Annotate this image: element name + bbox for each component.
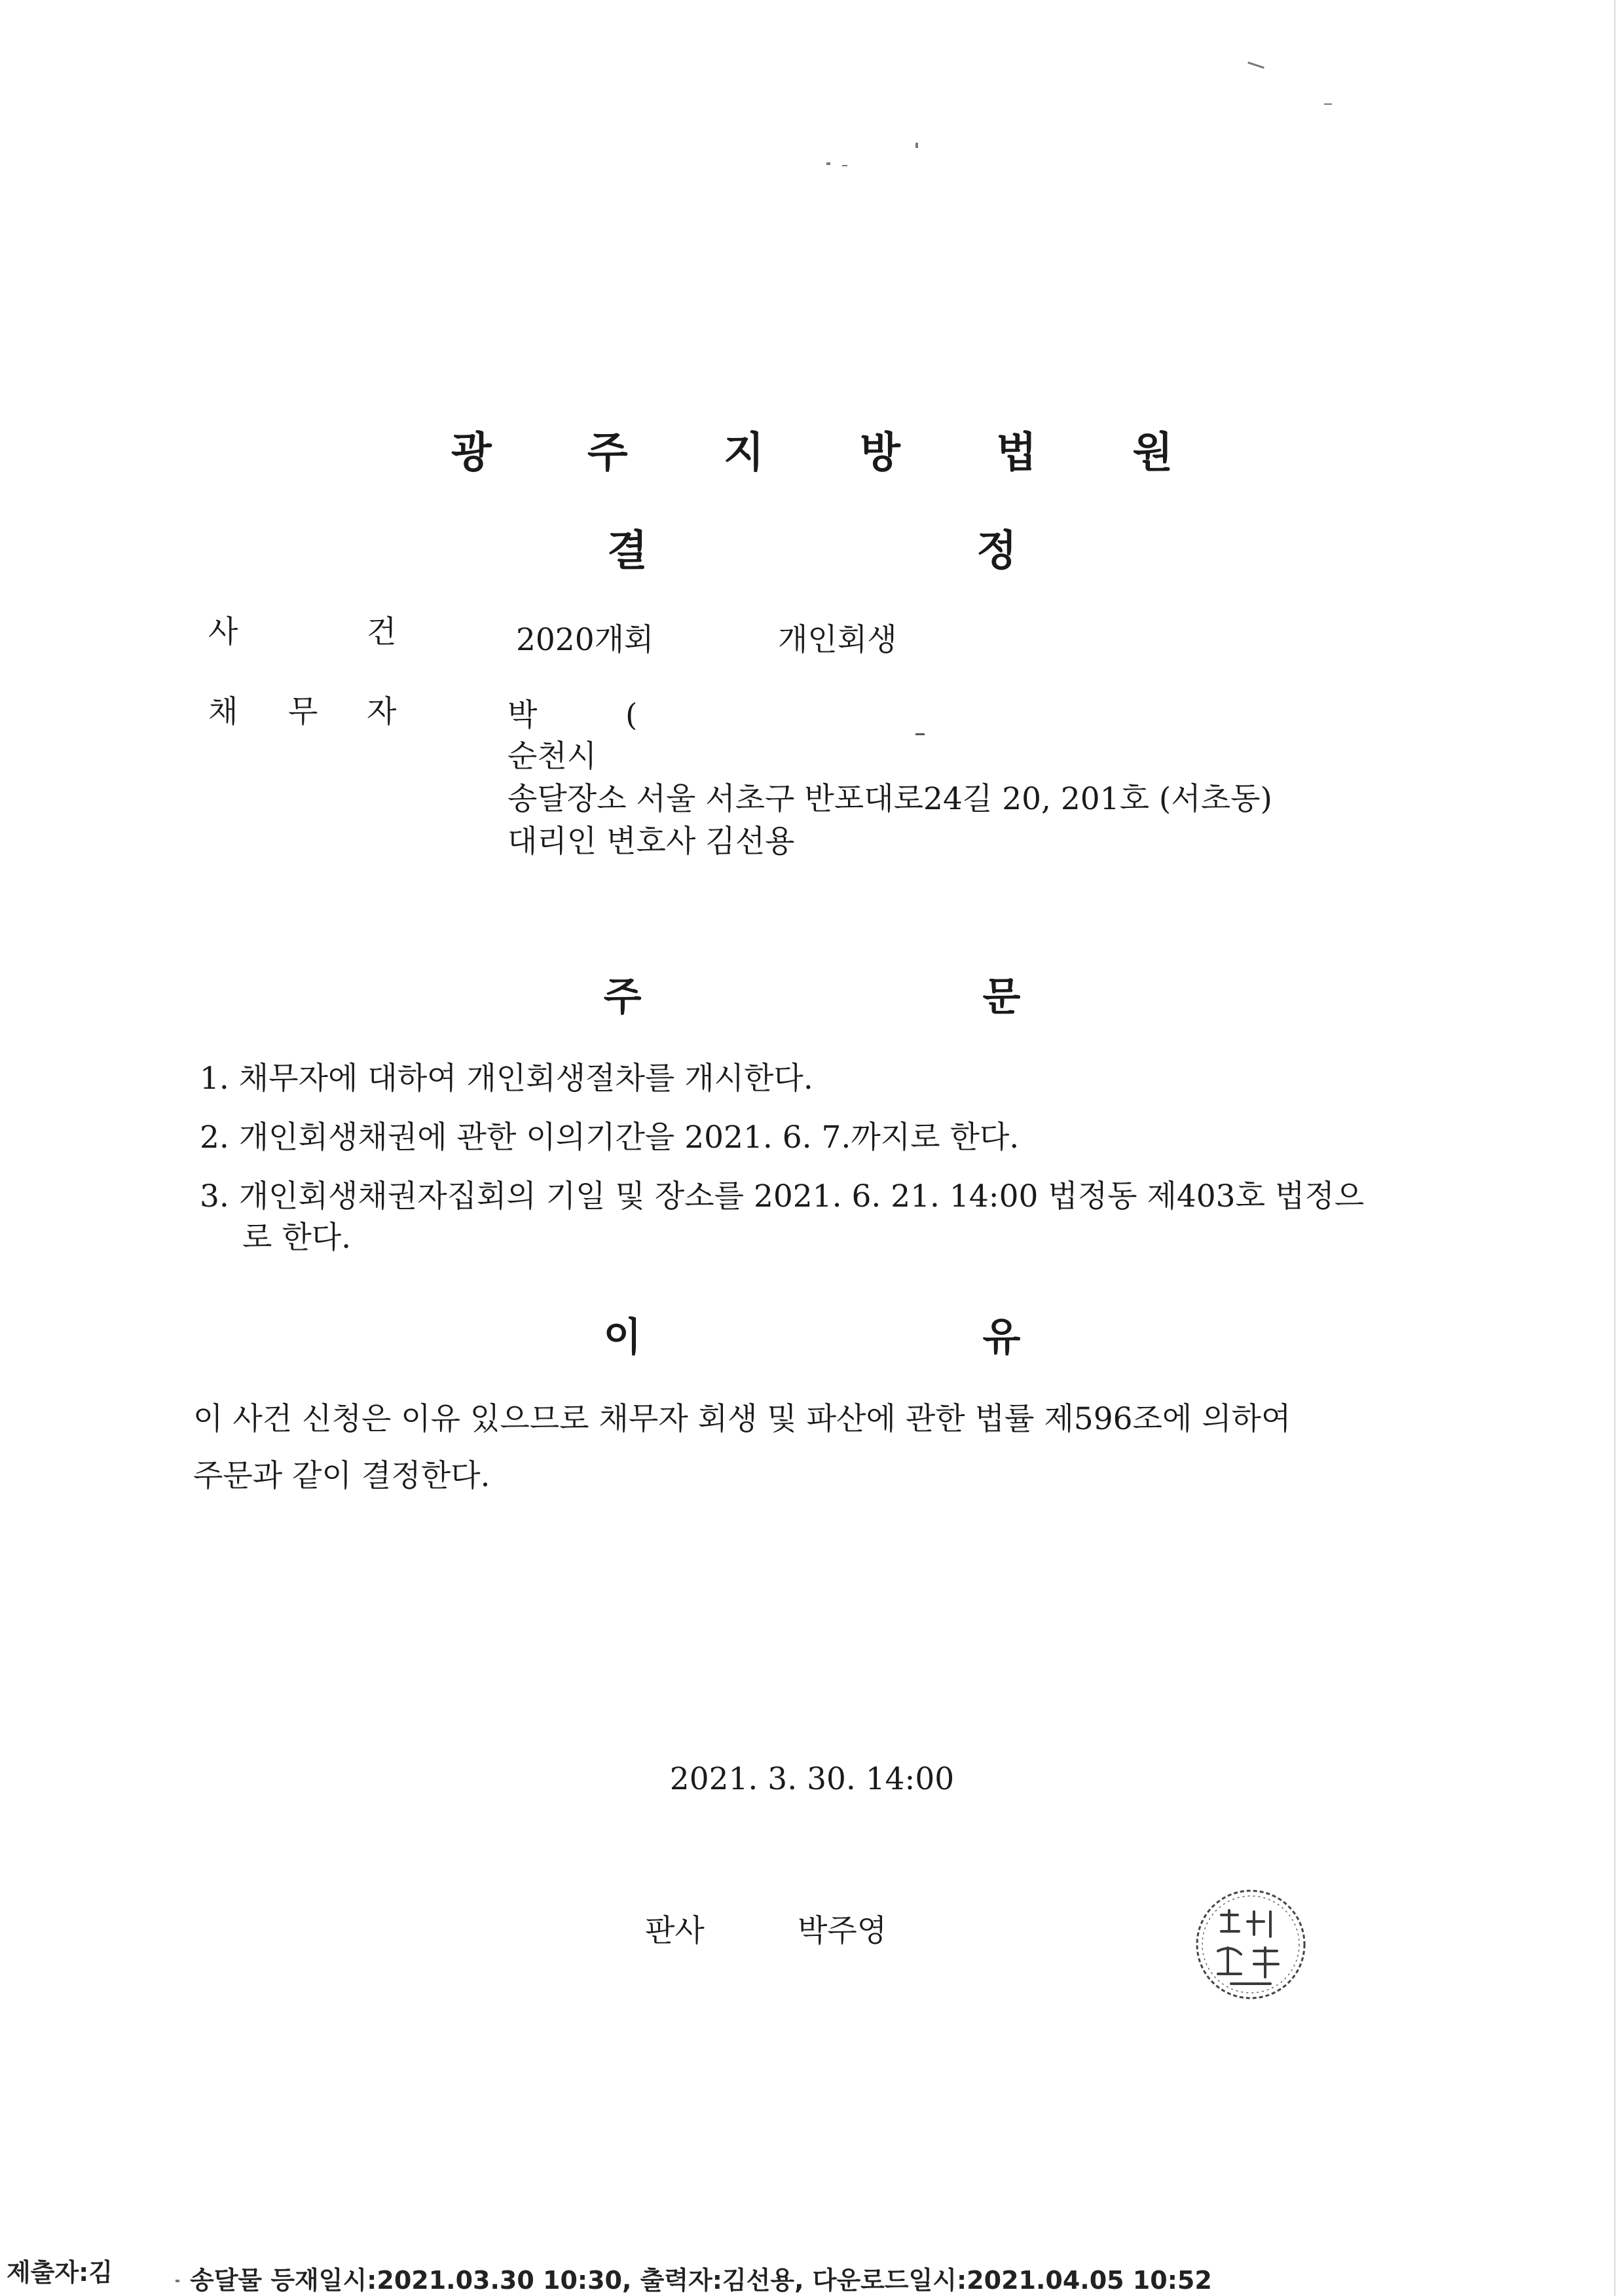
scan-speck: [915, 143, 918, 148]
judge-seal-stamp: [1192, 1886, 1310, 2003]
reason-heading: 이 유: [603, 1315, 1185, 1360]
order-item-continuation: 로 한다.: [242, 1220, 352, 1256]
scan-speck: [826, 162, 830, 165]
case-label-part2: 건: [367, 614, 397, 650]
redaction-mark: [915, 733, 925, 735]
reason-line: 이 사건 신청은 이유 있으므로 채무자 회생 및 파산에 관한 법률 제596조에 의하여: [193, 1401, 1291, 1437]
debtor-label-part1: 채: [208, 694, 238, 730]
case-label-part1: 사: [208, 614, 238, 650]
decision-date: 2021. 3. 30. 14:00: [669, 1761, 955, 1797]
footer-delivery-log: 송달물 등재일시:2021.03.30 10:30, 출력자:김선용, 다운로드일시:2021.04.05 10:52: [190, 2266, 1212, 2295]
footer-submitter: 제출자:김: [7, 2258, 113, 2287]
delivery-address: 송달장소 서울 서초구 반포대로24길 20, 201호 (서초동): [507, 781, 1272, 817]
scan-speck: [1324, 103, 1332, 105]
order-item: 3. 개인회생채권자집회의 기일 및 장소를 2021. 6. 21. 14:00 법정동 제403호 법정으: [200, 1178, 1365, 1214]
page-edge-shadow: [1614, 0, 1615, 2296]
reason-line: 주문과 같이 결정한다.: [193, 1458, 490, 1494]
document-title: 결 정: [607, 527, 1174, 575]
debtor-agent: 대리인 변호사 김선용: [507, 824, 795, 860]
court-name: 광 주 지 방 법 원: [451, 429, 1214, 477]
scan-speck: [175, 2280, 179, 2282]
case-number: 2020개회: [516, 622, 654, 658]
debtor-label-part3: 자: [367, 694, 397, 730]
order-item: 2. 개인회생채권에 관한 이의기간을 2021. 6. 7.까지로 한다.: [200, 1120, 1020, 1156]
debtor-name: 박: [507, 697, 538, 733]
scan-speck: [1247, 62, 1264, 69]
judge-name: 박주영: [798, 1913, 887, 1949]
judge-title: 판사: [645, 1913, 705, 1949]
debtor-name-paren: (: [625, 697, 638, 733]
order-heading: 주 문: [603, 974, 1185, 1020]
case-type: 개인회생: [778, 622, 897, 658]
debtor-label-part2: 무: [288, 694, 318, 730]
order-item: 1. 채무자에 대하여 개인회생절차를 개시한다.: [200, 1061, 813, 1097]
debtor-city: 순천시: [507, 738, 597, 774]
scan-speck: [842, 165, 847, 166]
